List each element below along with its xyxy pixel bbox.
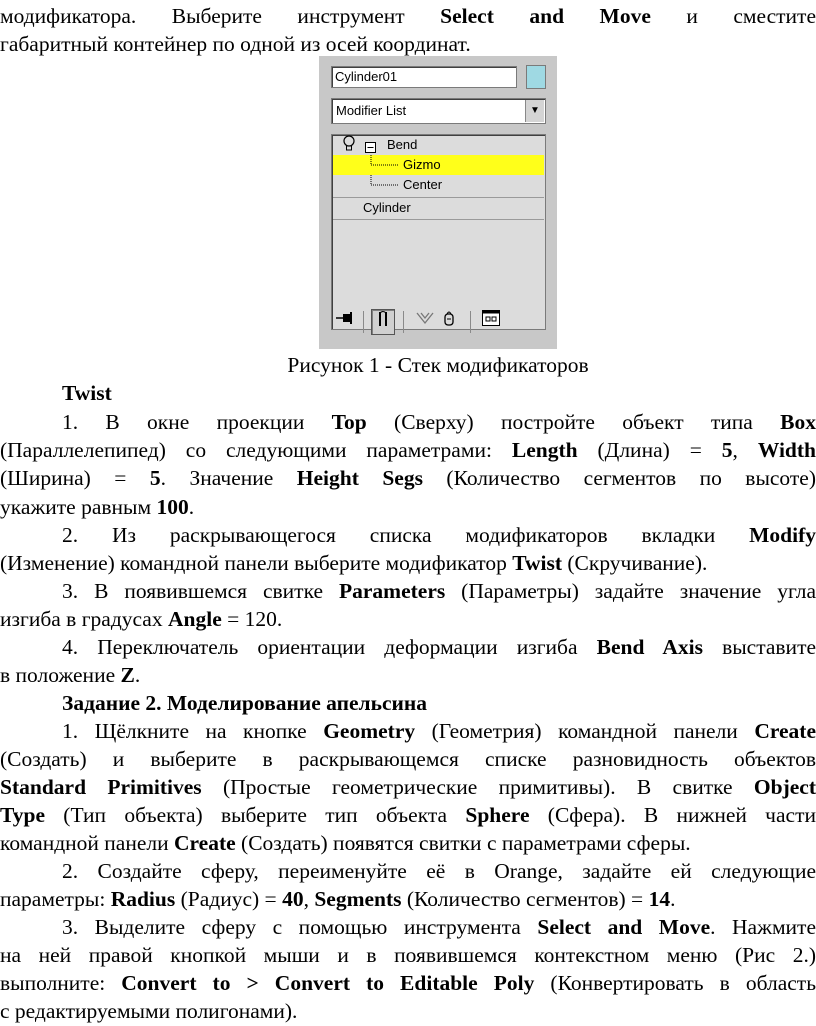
text-line: (Ширина) = 5. Значение Height Segs (Количество сегментов по высоте) [0, 466, 816, 490]
stack-item-bend[interactable] [333, 135, 544, 155]
pin-stack-icon[interactable] [333, 309, 357, 335]
stack-item-label: Gizmo [403, 157, 441, 172]
modifier-list-label: Modifier List [336, 103, 407, 118]
text-line: (Параллелепипед) со следующими параметрами: Length (Длина) = 5, Width [0, 438, 816, 462]
configure-sets-icon[interactable] [479, 309, 503, 335]
modifier-stack[interactable] [331, 134, 546, 330]
text-line: Standard Primitives (Простые геометрические примитивы). В свитке Object [0, 775, 816, 799]
object-color-swatch[interactable] [526, 65, 546, 89]
tree-line-icon [370, 175, 400, 195]
make-unique-icon[interactable] [413, 309, 437, 335]
toolbar-separator [470, 311, 471, 333]
text-line: 3. В появившемся свитке Parameters (Параметры) задайте значение угла [62, 579, 816, 603]
text-line: командной панели Create (Создать) появятся свитки с параметрами сферы. [0, 831, 691, 855]
section-heading: Twist [62, 381, 112, 405]
text-line: 3. Выделите сферу с помощью инструмента Select and Move. Нажмите [62, 915, 816, 939]
tree-line-icon [370, 155, 400, 175]
text-line: на ней правой кнопкой мыши и в появившемся контекстном меню (Рис 2.) [0, 943, 816, 967]
text-line: 2. Создайте сферу, переименуйте её в Orange, задайте ей следующие [62, 859, 816, 883]
text-line: габаритный контейнер по одной из осей координат. [0, 32, 471, 56]
text-line: изгиба в градусах Angle = 120. [0, 607, 283, 631]
stack-divider [333, 219, 544, 220]
text-line: в положение Z. [0, 663, 141, 687]
section-heading: Задание 2. Моделирование апельсина [62, 691, 428, 715]
text-line: 4. Переключатель ориентации деформации изгиба Bend Axis выставите [62, 635, 816, 659]
remove-modifier-icon[interactable] [437, 309, 461, 335]
stack-item-label: Cylinder [363, 200, 411, 215]
stack-item-label: Bend [387, 137, 418, 152]
text-line: параметры: Radius (Радиус) = 40, Segments (Количество сегментов) = 14. [0, 887, 676, 911]
figure-caption: Рисунок 1 - Стек модификаторов [287, 353, 589, 377]
object-name-field[interactable]: Cylinder01 [331, 66, 517, 88]
text-line: модификатора. Выберите инструмент Select and Move и сместите [0, 4, 816, 28]
stack-toolbar [331, 307, 546, 337]
toolbar-separator [403, 311, 404, 333]
text-line: 1. В окне проекции Top (Сверху) постройте объект типа Box [62, 410, 816, 434]
text-line: Type (Тип объекта) выберите тип объекта Sphere (Сфера). В нижней части [0, 803, 816, 827]
chevron-down-icon[interactable]: ▼ [525, 100, 544, 122]
text-line: (Создать) и выберите в раскрывающемся списке разновидность объектов [0, 747, 816, 771]
stack-item-label: Center [403, 177, 443, 192]
stack-item-gizmo[interactable] [333, 155, 544, 175]
modifier-panel [319, 56, 557, 349]
text-line: (Изменение) командной панели выберите модификатор Twist (Скручивание). [0, 551, 708, 575]
toolbar-separator [363, 311, 364, 333]
text-line: 1. Щёлкните на кнопке Geometry (Геометрия) командной панели Create [62, 719, 816, 743]
stack-item-center[interactable] [333, 175, 544, 195]
text-line: укажите равным 100. [0, 495, 195, 519]
text-line: 2. Из раскрывающегося списка модификаторов вкладки Modify [62, 523, 816, 547]
text-line: с редактируемыми полигонами). [0, 999, 298, 1023]
stack-item-cylinder[interactable] [333, 198, 544, 218]
show-end-result-icon[interactable] [371, 309, 395, 335]
modifier-list-dropdown[interactable] [331, 98, 546, 124]
text-line: выполните: Convert to > Convert to Editable Poly (Конвертировать в область [0, 971, 816, 995]
